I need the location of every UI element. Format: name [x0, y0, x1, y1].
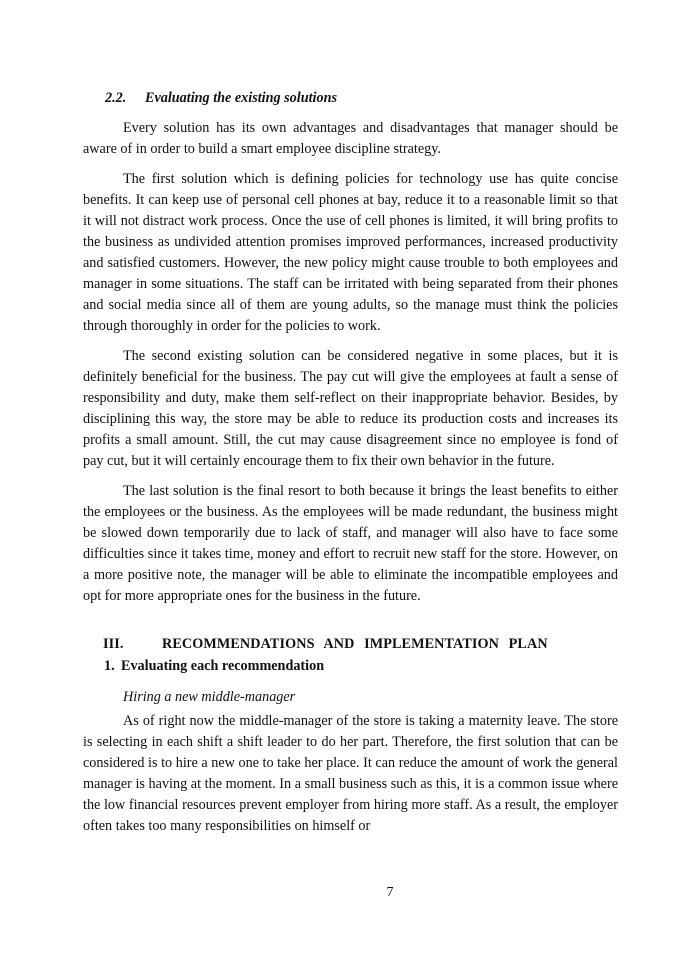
section-title: RECOMMENDATIONS AND IMPLEMENTATION PLAN — [162, 636, 548, 652]
paragraph-second-solution: The second existing solution can be considered negative in some places, but it is definitely beneficial for the business. The pay cut will give the employees at fault a sense of responsibility and duty, make them self-reflect on their inappropriate behavior. Besides, by disciplining this way, the store may be able to reduce its production costs and increases its profits a small amount. Still, the cut may cause disagreement since no employee is fond of pay cut, but it will certainly encourage them to fix their own behavior in the future. — [83, 348, 618, 469]
subsection-number: 1. — [104, 658, 115, 674]
section-number: III. — [103, 636, 124, 652]
paragraph-last-solution: The last solution is the final resort to both because it brings the least benefits to either the employees or the business. As the employees will be made redundant, the business might be slowed down temporarily due to lack of staff, and manager will also have to face some difficulties since it takes time, money and effort to recruit new staff for the store. However, on a more positive note, the manager will be able to eliminate the incompatible employees and opt for more appropriate ones for the business in the future. — [83, 483, 618, 604]
subsection-heading-1 — [104, 656, 618, 677]
paragraph-first-solution: The first solution which is defining policies for technology use has quite concise benefits. It can keep use of personal cell phones at bay, reduce it to a reasonable limit so that it will not distract work process. Once the use of cell phones is limited, it will bring profits to the business as undivided attention promises improved performances, increased productivity and satisfied customers. However, the new policy might cause trouble to both employees and manager in some situations. The staff can be irritated with being separated from their phones and social media since all of them are young adults, so the manage must think the policies through thoroughly in order for the policies to work. — [83, 171, 618, 334]
section-number: 2.2. — [105, 90, 127, 106]
page-content — [83, 88, 618, 846]
section-heading-III — [103, 634, 618, 655]
page-number: 7 — [386, 885, 394, 900]
recommendation-heading: Hiring a new middle-manager — [123, 689, 296, 705]
section-heading-2-2 — [105, 88, 618, 109]
subsection-title: Evaluating each recommendation — [121, 658, 325, 674]
paragraph-hiring-manager: As of right now the middle-manager of the store is taking a maternity leave. The store is selecting in each shift a shift leader to do her part. Therefore, the first solution that can be considered is to hire a new one to take her place. It can reduce the amount of work the general manager is having at the moment. In a small business such as this, it is a common issue where the low financial resources prevent employer from hiring more staff. As a result, the employer often takes too many responsibilities on himself or — [83, 713, 618, 834]
section-title: Evaluating the existing solutions — [145, 90, 337, 106]
paragraph-intro: Every solution has its own advantages and disadvantages that manager should be aware of in order to build a smart employee discipline strategy. — [83, 120, 618, 157]
